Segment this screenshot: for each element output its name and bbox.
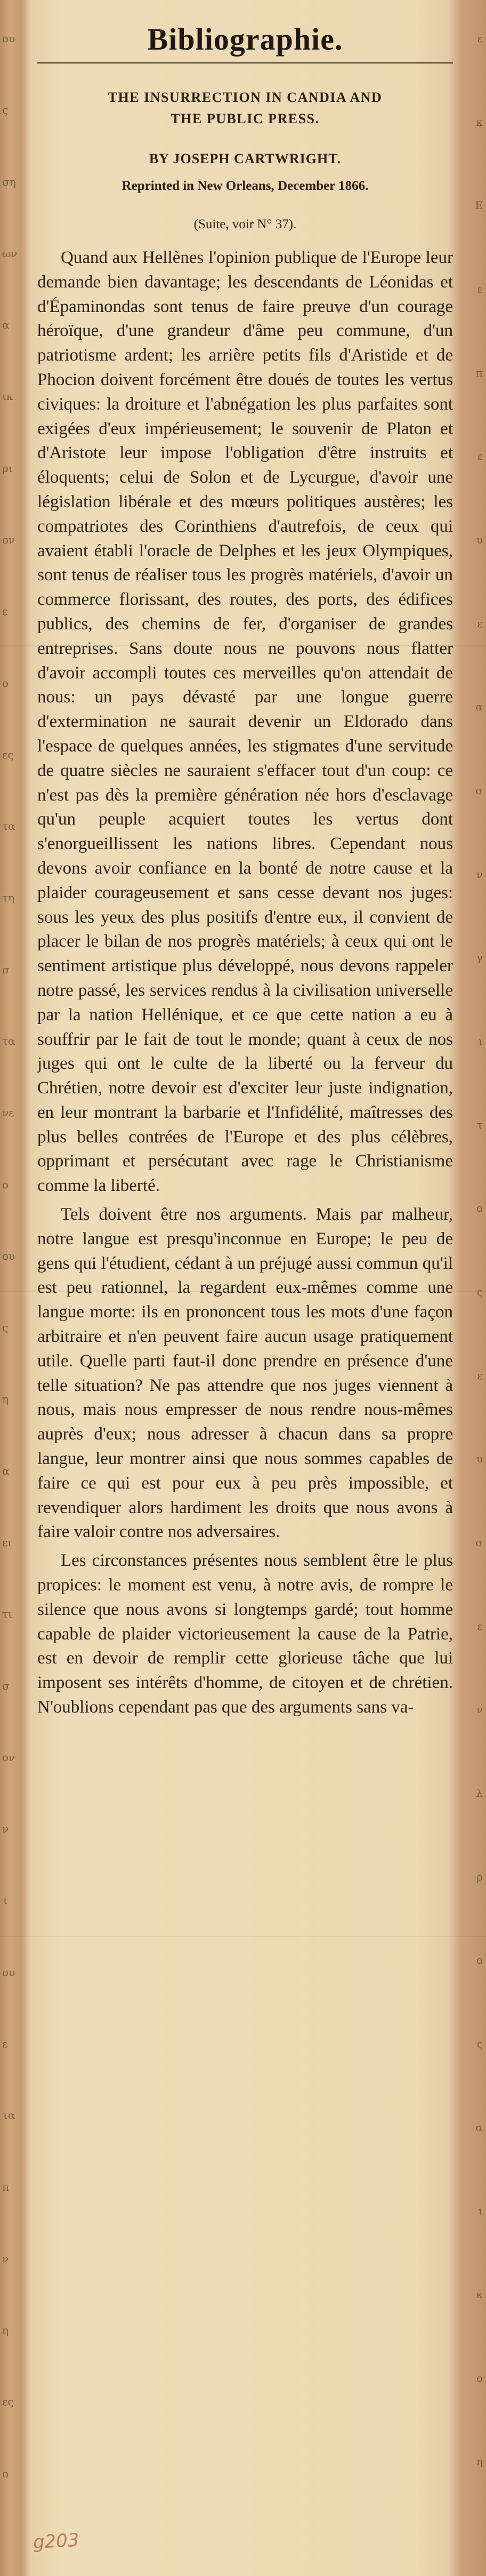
paragraph: Quand aux Hellènes l'opinion publique de l'Europe leur demande bien davantage; les descendants de Léonidas et d'Épaminondas sont tenus de faire preuve d'un courage héroïque, d'une grandeur d'âme peu commune, d'un patriotisme ardent; les arrière petits fils d'Aristide et de Phocion doivent forcément être doués de toutes les vertus civiques: la droiture et l'abnégation les plus parfaites sont exigées d'eux impérieusement; le souvenir de Platon et d'Aristote leur impose l'obligation d'être instruits et éloquents; celui de Solon et de Lycurgue, d'avoir une législation libérale et des mœurs politiques austères; les compatriotes des Corinthiens d'autrefois, de ceux qui avaient établi l'oracle de Delphes et les jeux Olympiques, sont tenus de réaliser tous les progrès matériels, d'avoir un commerce florissant, des routes, des ports, des édifices publics, des chemins de fer, d'organiser de grandes entreprises. Sans doute nous ne pouvons nous flatter d'avoir accompli toutes ces merveilles qu'on attendait de nous: un pays dévasté par une longue guerre d'extermination ne saurait devenir un Eldorado dans l'espace de quelques années, les stigmates d'une servitude de quatre siècles ne sauraient s'effacer tout d'un coup: ce n'est pas dès la première génération née hors d'esclavage qu'un peuple acquiert toutes les vertus dont s'enorgueillissent les nations libres. Cependant nous devons avoir confiance en la bonté de notre cause et la plaider courageusement et sans cesse devant nos juges: sous les yeux des plus positifs d'entre eux, il convient de placer le bilan de nos progrès matériels; à ceux qui ont le sentiment artistique plus développé, nous devons rappeler notre passé, les services rendus à la civilisation universelle par la nation Hellénique, et ce que cette nation a eu à souffrir par le fait de tout le monde; quant à ceux de nos juges qui ont le culte de la liberté ou la ferveur du Chrétien, notre devoir est d'exciter leur juste indignation, en leur montrant la barbarie et l'Infidélité, maîtresses des plus belles contrées de l'Europe et des plus célèbres, opprimant et persécutant avec rage le Christianisme comme la liberté. — [37, 248, 453, 1196]
left-margin-fragment: ον — [2, 533, 15, 546]
continuation-note: (Suite, voir N° 37). — [193, 217, 297, 231]
right-margin-fragment: α — [475, 700, 483, 713]
left-margin-fragment: ο — [2, 1178, 9, 1191]
paper-fold — [0, 1936, 486, 1937]
article-byline: BY JOSEPH CARTWRIGHT. — [149, 151, 342, 166]
left-margin-fragment: νε — [2, 1106, 14, 1119]
left-margin-fragment: ου — [2, 1250, 15, 1262]
article-column — [37, 21, 453, 1724]
right-margin-fragment: ρ — [476, 1870, 483, 1883]
left-margin-fragment: ο — [2, 677, 9, 690]
left-margin-fragment: π — [2, 2181, 10, 2194]
left-margin-fragment: α — [2, 318, 10, 331]
left-margin-fragment: τι — [2, 1607, 12, 1620]
left-margin-fragment: α — [2, 1465, 10, 1477]
article-title — [37, 87, 453, 130]
left-margin-fragment: τη — [2, 891, 15, 904]
left-margin-fragment: ει — [2, 1536, 12, 1549]
right-margin-fragment: κ — [476, 2288, 483, 2301]
right-margin-fragment: ε — [477, 32, 483, 45]
left-margin-fragment: ς — [2, 103, 9, 116]
left-margin-fragment: ση — [2, 175, 16, 188]
right-margin-fragment: υ — [476, 1452, 483, 1465]
right-margin-fragment: ς — [476, 1285, 483, 1298]
right-margin-fragment: ν — [476, 1703, 483, 1716]
left-margin-fragment: τα — [2, 820, 15, 833]
paragraph: Les circonstances présentes nous semblent être le plus propices: le moment est venu, à notre avis, de rompre le silence que nous avons si longtemps gardé; tout homme capable de plaider victorieusement la cause de la Patrie, est en devoir de remplir cette glorieuse tâche que lui imposent ses intérêts d'homme, de citoyen et de chrétien. N'oublions cependant pas que des arguments sans va- — [37, 1551, 453, 1717]
right-margin-fragment: ε — [477, 1369, 483, 1382]
left-margin-fragment: τα — [2, 1035, 15, 1047]
left-margin-fragment: ου — [2, 32, 15, 45]
masthead-rule — [37, 62, 453, 63]
right-margin-fragment: ο — [476, 1202, 483, 1214]
article-body — [37, 246, 453, 1720]
right-margin-fragment: ι — [479, 2204, 483, 2217]
right-margin-fragment: ο — [476, 2372, 483, 2385]
right-margin-fragment: σ — [475, 1536, 483, 1549]
left-margin-fragment: ες — [2, 748, 14, 761]
left-margin-fragment: ες — [2, 2395, 14, 2408]
left-margin-fragment: ε — [2, 605, 8, 618]
archive-stamp: g203 — [33, 2529, 80, 2554]
left-margin-fragment: ο — [2, 2467, 9, 2480]
right-margin-fragment: ο — [476, 1954, 483, 1966]
article-title-line-1: THE INSURRECTION IN CANDIA AND — [108, 90, 383, 105]
left-margin-fragment: σ — [2, 963, 10, 976]
right-margin-fragment: ς — [476, 2037, 483, 2050]
left-margin-fragment: ικ — [2, 390, 13, 403]
left-margin-fragment: τ — [2, 1894, 9, 1907]
right-margin-fragment: ν — [476, 868, 483, 881]
left-margin-fragment: σ — [2, 1679, 10, 1692]
left-margin-fragment: ου — [2, 1966, 15, 1979]
paragraph: Tels doivent être nos arguments. Mais par malheur, notre langue est presqu'inconnue en Europe; le peu de gens qui l'étudient, cédant à un préjugé aussi commun qu'il est peu rationnel, la regardent eux-mêmes comme une langue morte: ils en prononcent tous les mots d'une façon arbitraire et n'en peuvent faire aucun usage pratiquement utile. Quelle parti faut-il donc prendre en présence d'une telle situation? Ne pas attendre que nos juges viennent à nous, mais nous empresser de nous rendre nous-mêmes auprès d'eux; nous adresser à chacun dans sa propre langue, leur montrer ainsi que nous sommes capables de faire ce qui est pour eux à peu près impossible, et revendiquer alors hardiment les droits que nous avons à faire valoir contre nos adversaires. — [37, 1205, 453, 1542]
right-margin-fragment: ε — [477, 283, 483, 295]
left-margin-fragment: η — [2, 1393, 9, 1405]
section-masthead: Bibliographie. — [147, 22, 343, 57]
left-margin-fragment: ων — [2, 247, 18, 260]
left-margin-fragment: ρι — [2, 462, 13, 475]
right-margin-fragment: σ — [475, 784, 483, 797]
paper-fold — [0, 645, 486, 646]
left-gutter — [0, 0, 29, 2576]
right-margin-fragment: α — [475, 2121, 483, 2134]
right-margin-fragment: ε — [477, 617, 483, 630]
right-margin-fragment: γ — [476, 951, 483, 964]
left-margin-fragment: ν — [2, 2252, 9, 2265]
right-margin-fragment: η — [476, 2455, 483, 2468]
right-margin-fragment: λ — [476, 1787, 483, 1799]
right-margin-fragment: ε — [477, 450, 483, 462]
right-margin-fragment: υ — [476, 533, 483, 546]
reprint-note: Reprinted in New Orleans, December 1866. — [122, 179, 369, 193]
left-margin-fragment: ε — [2, 2037, 8, 2050]
right-margin-fragment: ι — [479, 1035, 483, 1047]
left-margin-fragment: τα — [2, 2109, 15, 2122]
left-margin-fragment: ον — [2, 1751, 15, 1764]
article-title-line-2: THE PUBLIC PRESS. — [171, 111, 320, 126]
right-margin-fragment: κ — [476, 116, 483, 129]
paper-fold — [0, 1291, 486, 1292]
right-gutter — [459, 0, 486, 2576]
right-margin-fragment: τ — [476, 1118, 483, 1131]
left-margin-fragment: ν — [2, 1822, 9, 1835]
left-margin-fragment: ς — [2, 1321, 9, 1334]
right-margin-fragment: π — [475, 366, 483, 379]
right-margin-fragment: Ε — [475, 199, 483, 212]
right-margin-fragment: ε — [477, 1620, 483, 1633]
left-margin-fragment: η — [2, 2324, 9, 2337]
